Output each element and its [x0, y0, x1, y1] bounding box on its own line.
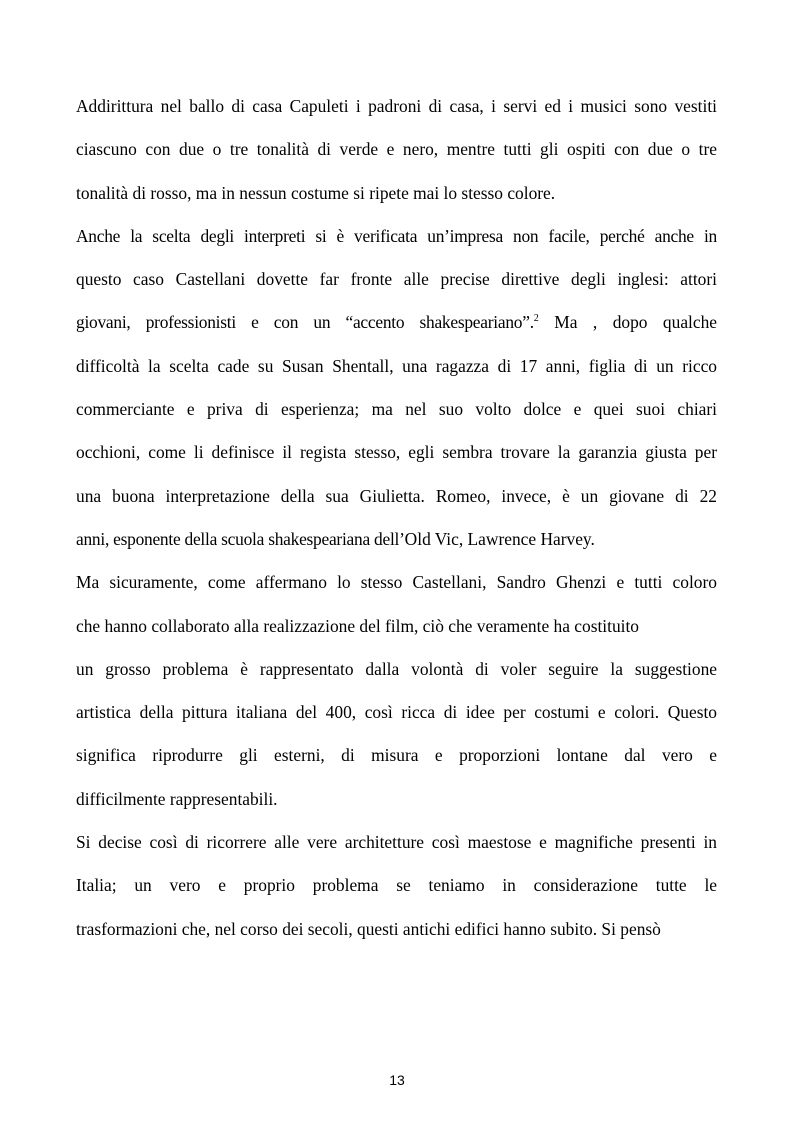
- text-segment: giovani, professionisti e con un “accento shakespeariano”.: [76, 312, 534, 333]
- text-line: Italia; un vero e proprio problema se teniamo in considerazione tutte le: [76, 875, 717, 896]
- text-line: una buona interpretazione della sua Giulietta. Romeo, invece, è un giovane di 22: [76, 485, 717, 506]
- text-line: trasformazioni che, nel corso dei secoli, questi antichi edifici hanno subito. Si pensò: [76, 918, 661, 939]
- text-line: questo caso Castellani dovette far fronte alle precise direttive degli inglesi: attori: [76, 269, 717, 290]
- text-line: artistica della pittura italiana del 400, così ricca di idee per costumi e colori. Questo: [76, 702, 717, 723]
- text-line: che hanno collaborato alla realizzazione del film, ciò che veramente ha costituito: [76, 615, 640, 636]
- text-line: significa riprodurre gli esterni, di misura e proporzioni lontane dal vero e: [76, 745, 717, 766]
- text-line-with-footnote: [76, 308, 717, 351]
- text-line: un grosso problema è rappresentato dalla volontà di voler seguire la suggestione: [76, 658, 717, 679]
- text-line: tonalità di rosso, ma in nessun costume si ripete mai lo stesso colore.: [76, 182, 556, 203]
- text-segment: Old Vic, Lawrence Harvey.: [404, 528, 595, 549]
- text-line: commerciante e priva di esperienza; ma nel suo volto dolce e quei suoi chiari: [76, 399, 717, 420]
- text-line: occhioni, come li definisce il regista stesso, egli sembra trovare la garanzia giusta per: [76, 442, 717, 463]
- text-line: difficilmente rappresentabili.: [76, 788, 278, 809]
- text-line: Anche la scelta degli interpreti si è verificata un’impresa non facile, perché anche in: [76, 225, 717, 246]
- text-segment: Ma , dopo qualche: [538, 312, 718, 333]
- text-line: [76, 525, 717, 568]
- text-line: ciascuno con due o tre tonalità di verde e nero, mentre tutti gli ospiti con due o tre: [76, 139, 717, 160]
- text-line: Addirittura nel ballo di casa Capuleti i padroni di casa, i servi ed i musici sono vestiti: [76, 96, 717, 116]
- page-number: 13: [389, 1072, 405, 1088]
- footnote-reference[interactable]: 2: [533, 313, 539, 325]
- text-line: Ma sicuramente, come affermano lo stesso Castellani, Sandro Ghenzi e tutti coloro: [76, 572, 717, 593]
- text-line: Si decise così di ricorrere alle vere architetture così maestose e magnifiche presenti in: [76, 832, 717, 853]
- text-line: difficoltà la scelta cade su Susan Shentall, una ragazza di 17 anni, figlia di un ricco: [76, 355, 717, 376]
- body-text: [76, 92, 717, 958]
- text-segment: anni, esponente della scuola shakespeariana dell’: [76, 528, 405, 549]
